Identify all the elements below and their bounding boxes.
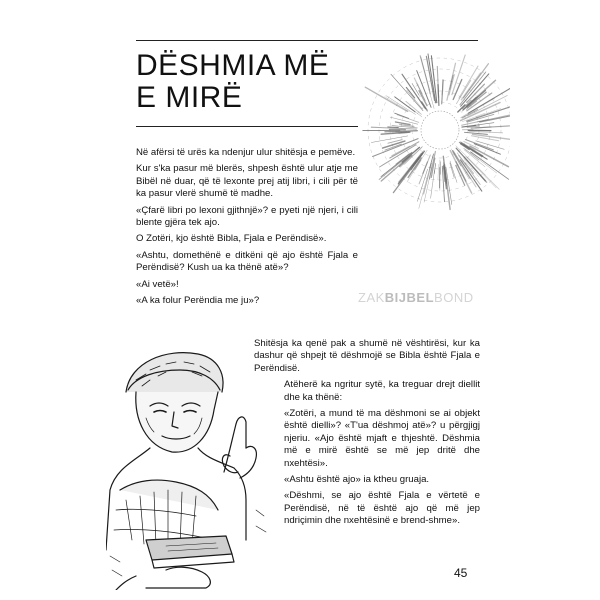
- sun-ray: [411, 151, 425, 170]
- right-column-text: [254, 338, 480, 532]
- left-paragraph: O Zotëri, kjo është Bibla, Fjala e Perëndisë».: [136, 233, 327, 245]
- sun-ray: [395, 113, 409, 118]
- title-line-1: DËSHMIA MË: [136, 49, 330, 82]
- left-paragraph: «A ka folur Perëndia me ju»?: [136, 295, 260, 307]
- sun-ray: [474, 123, 494, 126]
- top-rule: [136, 40, 478, 41]
- sun-ray: [469, 131, 502, 133]
- sun-ray: [365, 87, 407, 111]
- left-paragraph: «Çfarë libri po lexoni gjithnjë»? e pyeti një njeri, i cili blente gjëra tek ajo.: [136, 204, 358, 229]
- right-paragraph: «Ashtu është ajo» ia ktheu gruaja.: [284, 474, 430, 486]
- sun-ray: [438, 164, 439, 180]
- left-paragraph: Në afërsi të urës ka ndenjur ulur shitësja e pemëve.: [136, 147, 356, 158]
- title-line-2: E MIRË: [136, 81, 243, 114]
- sun-ray: [450, 161, 457, 183]
- sun-ray: [388, 127, 399, 128]
- watermark: [358, 290, 474, 305]
- right-paragraph: Atëherë ka ngritur sytë, ka treguar drejt diellit dhe ka thënë:: [284, 379, 480, 403]
- sun-ray: [442, 80, 444, 104]
- sun-ray: [402, 74, 425, 108]
- page-title: [136, 50, 356, 114]
- right-paragraph: «Dëshmi, se ajo është Fjala e vërtetë e Perëndisë, në të është ajo që më jep ndriçimin dhe nxehtësinë e brend-shme».: [284, 490, 480, 527]
- sun-illustration: [358, 48, 510, 220]
- left-paragraph: «Ashtu, domethënë e ditkëni që ajo është Fjala e Perëndisë? Kush ua ka thënë atë»?: [136, 249, 358, 274]
- left-column-text: [136, 147, 358, 311]
- page-number: 45: [454, 566, 468, 580]
- sun-ray: [475, 127, 491, 128]
- sun-ray: [400, 125, 414, 127]
- right-paragraph: Shitësja ka qenë pak a shumë në vështirësi, kur ka dashur që shpejt të dëshmojë se Bibla është Fjala e Perëndisë.: [254, 338, 480, 374]
- sun-ray: [450, 163, 454, 177]
- title-rule: [136, 126, 358, 127]
- sun-ray: [396, 122, 411, 125]
- right-paragraph: «Zotëri, a mund të ma dëshmoni se ai objekt është dielli»? «T'ua dëshmoj atë»? u përgjigj njeriu. «Ajo është mjaft e thjeshtë. Dëshmia më e mirë është se më jep dritë dhe nxehtësi».: [284, 408, 480, 469]
- watermark-suffix: BOND: [434, 290, 474, 305]
- left-paragraph: «Ai vetë»!: [136, 278, 179, 290]
- sun-ray: [437, 66, 438, 97]
- watermark-prefix: ZAK: [358, 290, 385, 305]
- left-paragraph: Kur s'ka pasur më blerës, shpesh është ulur atje me Bibël në duar, që të lexonte prej atij libri, i cili për të ka pasur vlerë shumë të madhe.: [136, 163, 358, 200]
- sun-ray: [386, 96, 416, 115]
- sun-ray: [406, 101, 421, 114]
- watermark-bold: BIJBEL: [384, 290, 435, 305]
